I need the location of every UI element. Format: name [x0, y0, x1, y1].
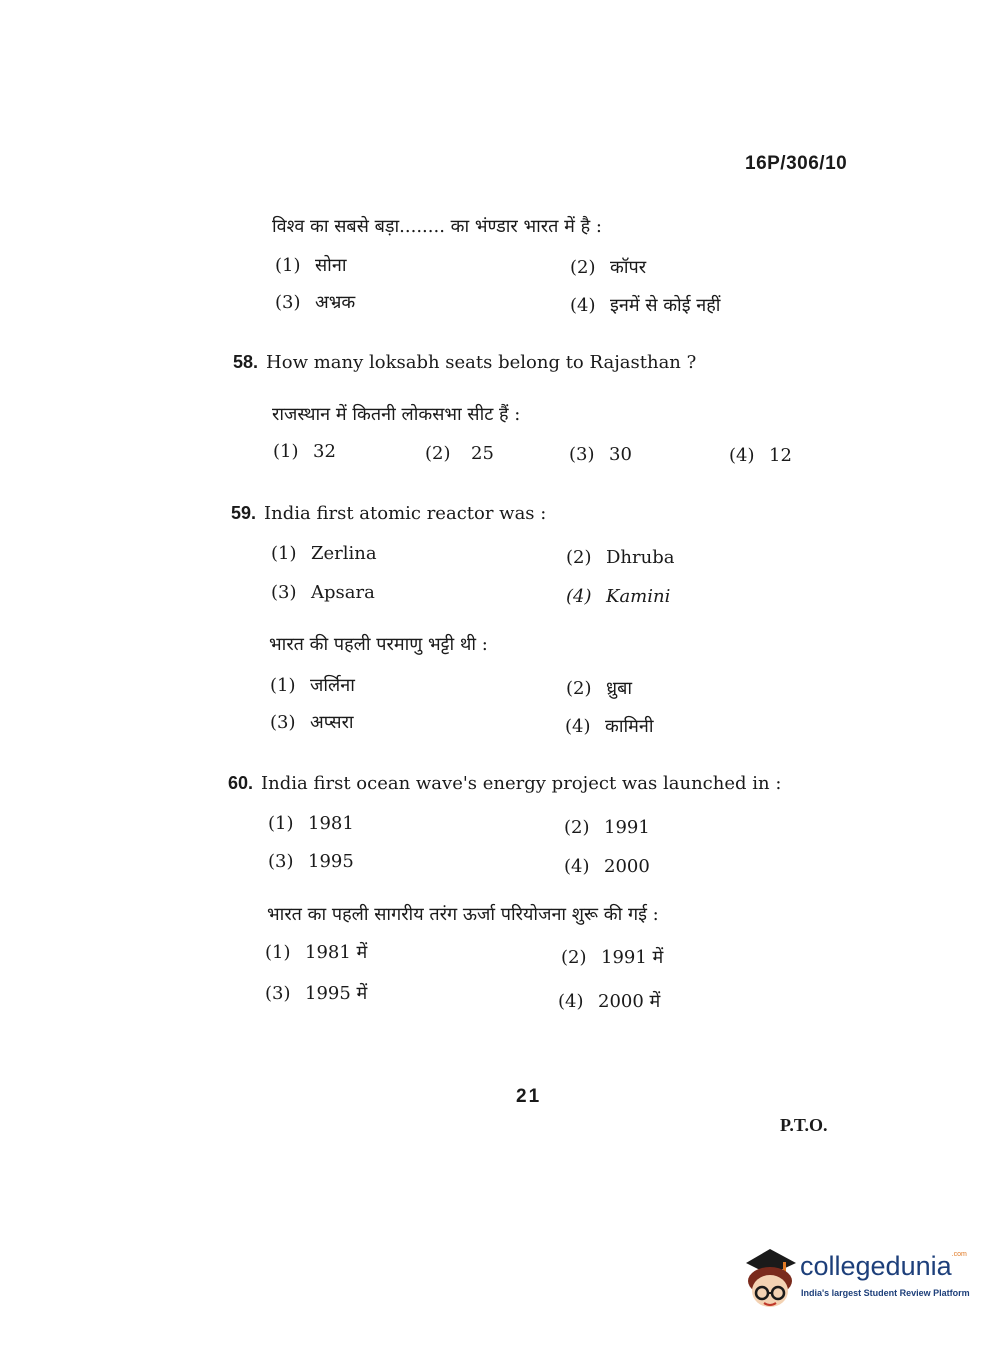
q59-option-1: (1) Zerlina [271, 543, 377, 564]
q59-question: 59. India first atomic reactor was : [231, 503, 547, 524]
q59-hindi-option-2: (2) ध्रुबा [566, 678, 633, 699]
q57-option-4: (4) इनमें से कोई नहीं [570, 295, 721, 316]
q58-question: 58. How many loksabh seats belong to Rajasthan ? [233, 352, 697, 373]
q60-number: 60. [228, 773, 254, 793]
brand-name: collegedunia$^{.com}$ [800, 1251, 967, 1281]
q57-option-3: (3) अभ्रक [275, 292, 356, 313]
q60-hindi-option-2: (2) 1991 में [561, 947, 664, 968]
q60-hindi-option-3: (3) 1995 में [265, 983, 368, 1004]
q58-option-2: (2) 25 [425, 443, 494, 464]
q60-hindi-question: भारत का पहली सागरीय तरंग ऊर्जा परियोजना शुरू की गई : [267, 904, 659, 925]
q59-hindi-option-1: (1) जर्लिना [270, 675, 355, 696]
q58-number: 58. [233, 352, 259, 372]
q58-option-1: (1) 32 [273, 441, 336, 462]
q59-option-2: (2) Dhruba [566, 547, 675, 568]
page-number: 21 [516, 1086, 542, 1107]
q58-option-4: (4) 12 [729, 445, 792, 466]
q60-option-4: (4) 2000 [564, 856, 650, 877]
q59-option-3: (3) Apsara [271, 582, 375, 603]
q57-option-1: (1) सोना [275, 255, 347, 276]
q57-hindi-question: विश्व का सबसे बड़ा........ का भंण्डार भारत में है : [272, 216, 602, 237]
q60-option-3: (3) 1995 [268, 851, 354, 872]
brand-tagline: India's largest Student Review Platform [801, 1288, 970, 1298]
q57-option-2: (2) कॉपर [570, 257, 647, 278]
q59-hindi-option-3: (3) अप्सरा [270, 712, 354, 733]
pto-label: P.T.O. [780, 1115, 828, 1135]
paper-code: 16P/306/10 [745, 153, 848, 174]
collegedunia-logo [740, 1245, 970, 1320]
q60-question: 60. India first ocean wave's energy project was launched in : [228, 773, 782, 794]
q58-option-3: (3) 30 [569, 444, 632, 465]
q59-option-4: (4) Kamini [566, 586, 671, 607]
q60-option-1: (1) 1981 [268, 813, 354, 834]
q60-hindi-option-4: (4) 2000 में [558, 991, 661, 1012]
q60-option-2: (2) 1991 [564, 817, 650, 838]
q59-hindi-question: भारत की पहली परमाणु भट्टी थी : [269, 634, 488, 655]
q60-hindi-option-1: (1) 1981 में [265, 942, 368, 963]
q59-number: 59. [231, 503, 257, 523]
q59-hindi-option-4: (4) कामिनी [565, 716, 654, 737]
mascot-icon [740, 1245, 802, 1315]
q58-hindi-question: राजस्थान में कितनी लोकसभा सीट हैं : [272, 404, 521, 425]
